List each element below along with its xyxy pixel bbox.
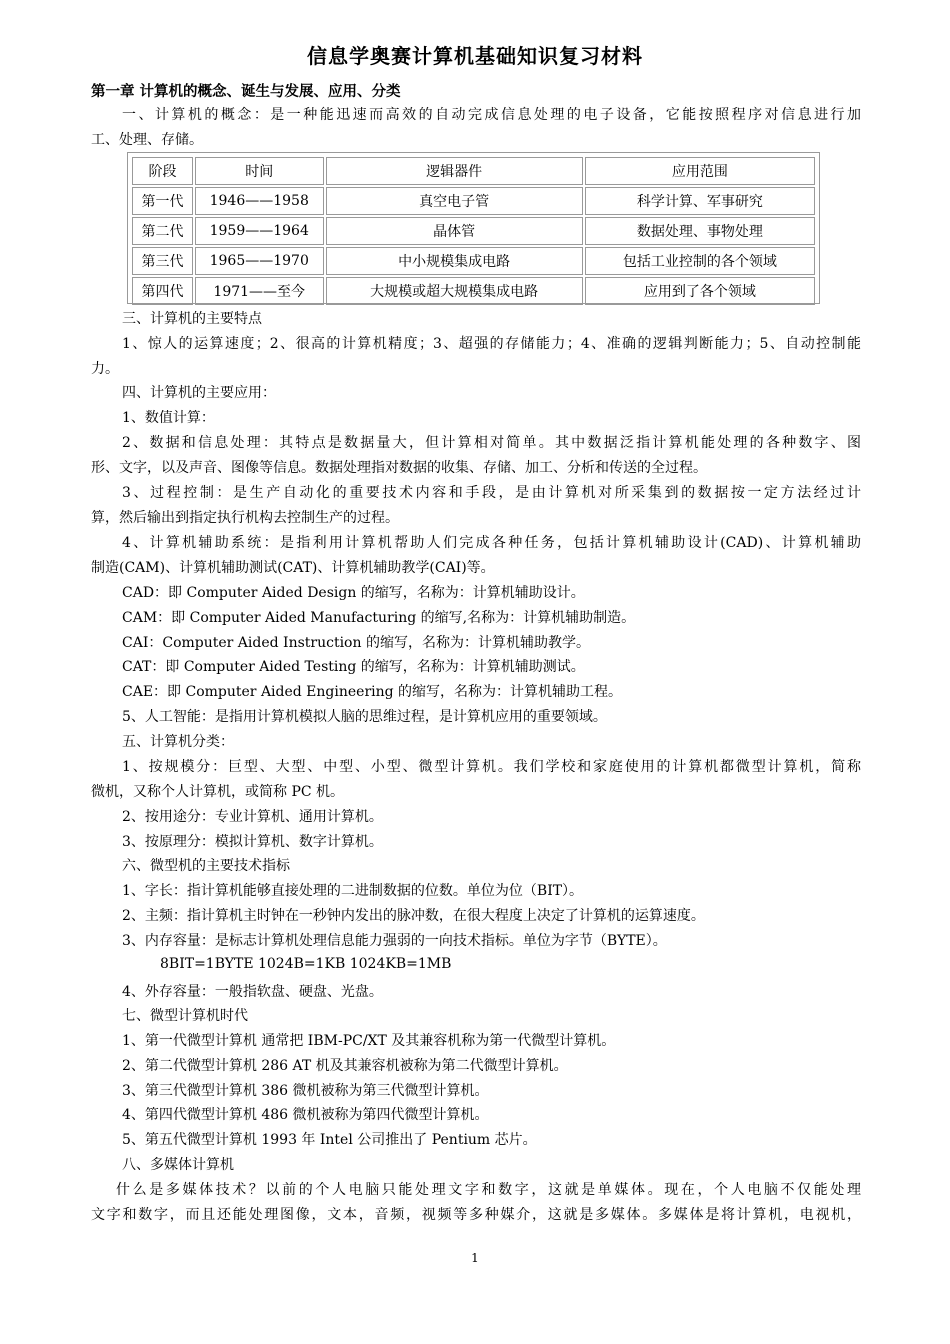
table-cell: 第四代 xyxy=(132,277,193,305)
table-cell: 包括工业控制的各个领域 xyxy=(585,247,815,275)
page-number: 1 xyxy=(471,1251,479,1265)
table-cell: 数据处理、事物处理 xyxy=(585,217,815,245)
paragraph-line: 工、处理、存储。 xyxy=(91,132,203,148)
section-heading: 七、微型计算机时代 xyxy=(122,1008,248,1024)
definition-cai: CAI：Computer Aided Instruction 的缩写，名称为：计算机辅助教学。 xyxy=(122,635,590,651)
table-cell: 第二代 xyxy=(132,217,193,245)
paragraph-line: 2、按用途分：专业计算机、通用计算机。 xyxy=(122,809,383,825)
list-item: 4、第四代微型计算机 486 微机被称为第四代微型计算机。 xyxy=(122,1107,489,1123)
generations-table xyxy=(127,152,820,304)
paragraph-line: 1、数值计算： xyxy=(122,410,215,426)
table-cell: 1959——1964 xyxy=(195,217,324,245)
list-item: 3、第三代微型计算机 386 微机被称为第三代微型计算机。 xyxy=(122,1083,489,1099)
definition-cae: CAE：即 Computer Aided Engineering 的缩写，名称为：计算机辅助工程。 xyxy=(122,684,623,700)
section-heading: 六、微型机的主要技术指标 xyxy=(122,858,290,874)
table-cell: 应用到了各个领域 xyxy=(585,277,815,305)
table-cell: 第三代 xyxy=(132,247,193,275)
section-heading: 五、计算机分类： xyxy=(122,734,234,750)
paragraph-line: 制造(CAM)、计算机辅助测试(CAT)、计算机辅助教学(CAI)等。 xyxy=(91,560,495,576)
table-cell: 1946——1958 xyxy=(195,187,324,215)
paragraph-line: 4、计算机辅助系统：是指利用计算机帮助人们完成各种任务，包括计算机辅助设计(CAD)、计算机辅助 xyxy=(122,535,861,551)
section-heading: 八、多媒体计算机 xyxy=(122,1157,234,1173)
paragraph-line: 微机，又称个人计算机，或简称 PC 机。 xyxy=(91,784,345,800)
table-cell: 科学计算、军事研究 xyxy=(585,187,815,215)
table-cell: 1965——1970 xyxy=(195,247,324,275)
paragraph-line: 1、按规模分：巨型、大型、中型、小型、微型计算机。我们学校和家庭使用的计算机都微型计算机，简称 xyxy=(122,759,861,775)
table-header-cell: 应用范围 xyxy=(585,157,815,185)
chapter-heading: 第一章 计算机的概念、诞生与发展、应用、分类 xyxy=(91,84,401,100)
list-item: 1、第一代微型计算机 通常把 IBM-PC/XT 及其兼容机称为第一代微型计算机。 xyxy=(122,1033,616,1049)
document-title: 信息学奥赛计算机基础知识复习材料 xyxy=(307,44,643,68)
table-cell: 第一代 xyxy=(132,187,193,215)
paragraph-line: 2、主频：指计算机主时钟在一秒钟内发出的脉冲数，在很大程度上决定了计算机的运算速度。 xyxy=(122,908,705,924)
paragraph-line: 1、字长：指计算机能够直接处理的二进制数据的位数。单位为位（BIT）。 xyxy=(122,883,584,899)
paragraph-line: 2、数据和信息处理：其特点是数据量大，但计算相对简单。其中数据泛指计算机能处理的各种数字、图 xyxy=(122,435,861,451)
table-cell: 1971——至今 xyxy=(195,277,324,305)
table-cell: 晶体管 xyxy=(326,217,583,245)
table-cell: 真空电子管 xyxy=(326,187,583,215)
unit-conversion: 8BIT=1BYTE 1024B=1KB 1024KB=1MB xyxy=(160,956,452,972)
list-item: 2、第二代微型计算机 286 AT 机及其兼容机被称为第二代微型计算机。 xyxy=(122,1058,568,1074)
definition-cam: CAM：即 Computer Aided Manufacturing 的缩写,名称为：计算机辅助制造。 xyxy=(122,610,636,626)
paragraph-line: 3、过程控制：是生产自动化的重要技术内容和手段，是由计算机对所采集到的数据按一定方法经过计 xyxy=(122,485,861,501)
table-cell: 中小规模集成电路 xyxy=(326,247,583,275)
paragraph-line: 一、计算机的概念：是一种能迅速而高效的自动完成信息处理的电子设备，它能按照程序对信息进行加 xyxy=(122,107,861,123)
paragraph-line: 什么是多媒体技术？以前的个人电脑只能处理文字和数字，这就是单媒体。现在，个人电脑不仅能处理 xyxy=(116,1182,861,1198)
table-header-row xyxy=(132,157,815,185)
table-row xyxy=(132,247,815,275)
paragraph-line: 算，然后输出到指定执行机构去控制生产的过程。 xyxy=(91,510,399,526)
paragraph-line: 形、文字，以及声音、图像等信息。数据处理指对数据的收集、存储、加工、分析和传送的全过程。 xyxy=(91,460,707,476)
section-heading: 三、计算机的主要特点 xyxy=(122,311,262,327)
table-row xyxy=(132,217,815,245)
table-header-cell: 阶段 xyxy=(132,157,193,185)
table-row xyxy=(132,187,815,215)
paragraph-line: 力。 xyxy=(91,361,119,377)
table-cell: 大规模或超大规模集成电路 xyxy=(326,277,583,305)
paragraph-line: 4、外存容量：一般指软盘、硬盘、光盘。 xyxy=(122,984,383,1000)
table-header-cell: 逻辑器件 xyxy=(326,157,583,185)
section-heading: 四、计算机的主要应用： xyxy=(122,385,276,401)
definition-cad: CAD：即 Computer Aided Design 的缩写，名称为：计算机辅助设计。 xyxy=(122,585,585,601)
paragraph-line: 5、人工智能：是指用计算机模拟人脑的思维过程，是计算机应用的重要领域。 xyxy=(122,709,607,725)
table-row xyxy=(132,277,815,305)
paragraph-line: 1、惊人的运算速度；2、很高的计算机精度；3、超强的存储能力；4、准确的逻辑判断能力；5、自动控制能 xyxy=(122,336,861,352)
list-item: 5、第五代微型计算机 1993 年 Intel 公司推出了 Pentium 芯片。 xyxy=(122,1132,537,1148)
paragraph-line: 3、按原理分：模拟计算机、数字计算机。 xyxy=(122,834,383,850)
table-header-cell: 时间 xyxy=(195,157,324,185)
paragraph-line: 3、内存容量：是标志计算机处理信息能力强弱的一向技术指标。单位为字节（BYTE）。 xyxy=(122,933,667,949)
definition-cat: CAT：即 Computer Aided Testing 的缩写，名称为：计算机辅助测试。 xyxy=(122,659,585,675)
paragraph-line: 文字和数字，而且还能处理图像，文本，音频，视频等多种媒介，这就是多媒体。多媒体是将计算机，电视机， xyxy=(91,1207,861,1223)
